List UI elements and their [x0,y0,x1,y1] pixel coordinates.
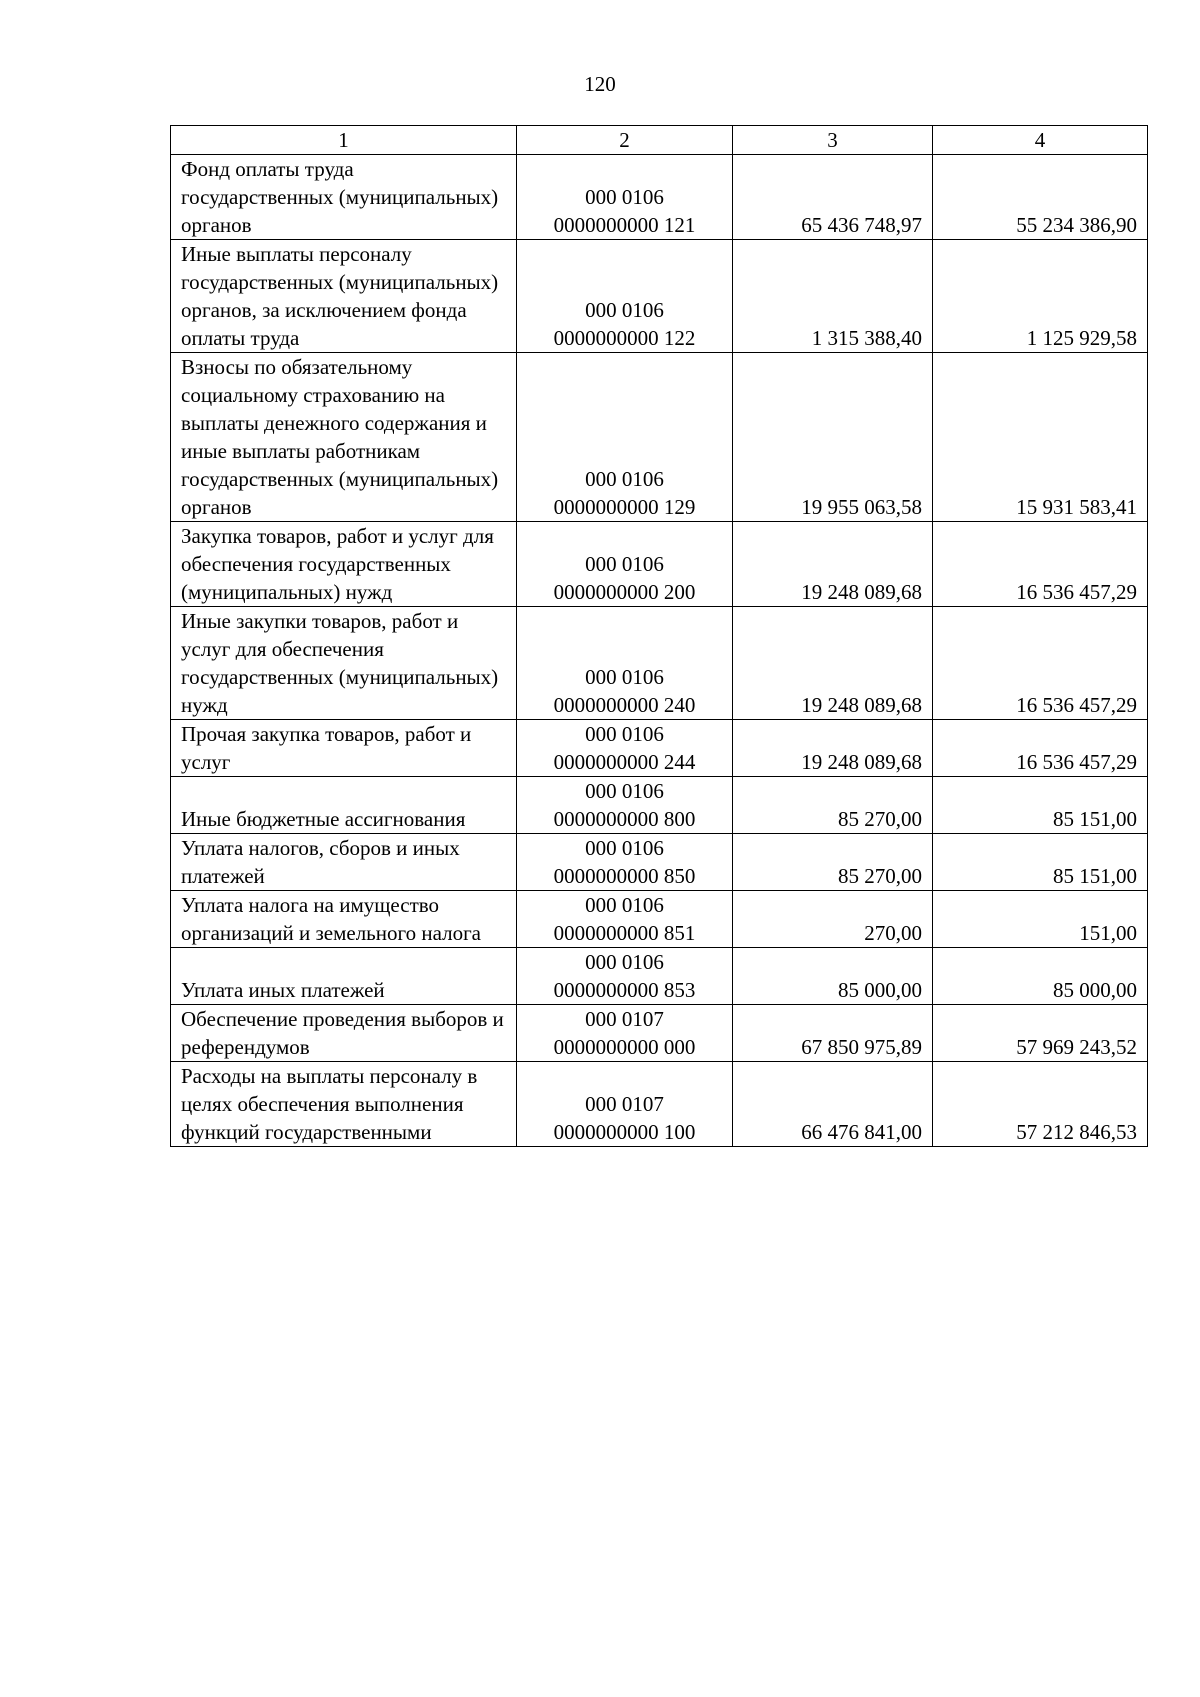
row-code [517,948,733,1005]
table-row [171,777,1148,834]
code-target: 0000000000 100 [553,1120,696,1144]
budget-table [170,125,1148,1147]
code-target: 0000000000 850 [553,864,696,888]
row-code [517,834,733,891]
row-code [517,240,733,353]
code-section: 000 0106 [585,722,664,746]
code-section: 000 0106 [585,893,664,917]
table-row [171,1005,1148,1062]
code-target: 0000000000 240 [553,693,696,717]
row-value-4: 85 000,00 [933,948,1148,1005]
row-value-4: 15 931 583,41 [933,353,1148,522]
code-section: 000 0106 [585,665,664,689]
code-section: 000 0107 [585,1092,664,1116]
row-value-4: 1 125 929,58 [933,240,1148,353]
row-code [517,1005,733,1062]
row-name: Фонд оплаты труда государственных (муниципальных) органов [171,155,517,240]
code-section: 000 0107 [585,1007,664,1031]
row-value-4: 16 536 457,29 [933,720,1148,777]
code-target: 0000000000 853 [553,978,696,1002]
row-value-4: 16 536 457,29 [933,522,1148,607]
row-name: Уплата налогов, сборов и иных платежей [171,834,517,891]
table-row [171,240,1148,353]
code-target: 0000000000 121 [553,213,696,237]
row-code [517,353,733,522]
table-row [171,720,1148,777]
table-row [171,607,1148,720]
row-value-3: 270,00 [733,891,933,948]
row-name: Уплата налога на имущество организаций и земельного налога [171,891,517,948]
column-header-1: 1 [171,126,517,155]
code-section: 000 0106 [585,836,664,860]
table-row [171,948,1148,1005]
row-name: Обеспечение проведения выборов и референдумов [171,1005,517,1062]
row-name: Взносы по обязательному социальному страхованию на выплаты денежного содержания и иные выплаты работникам государственных (муниципальных) органов [171,353,517,522]
table-row [171,834,1148,891]
row-code [517,1062,733,1147]
row-value-3: 67 850 975,89 [733,1005,933,1062]
row-name: Закупка товаров, работ и услуг для обеспечения государственных (муниципальных) нужд [171,522,517,607]
row-name: Иные выплаты персоналу государственных (муниципальных) органов, за исключением фонда оплаты труда [171,240,517,353]
row-value-4: 151,00 [933,891,1148,948]
row-value-4: 85 151,00 [933,834,1148,891]
row-value-3: 85 270,00 [733,834,933,891]
column-header-3: 3 [733,126,933,155]
code-section: 000 0106 [585,779,664,803]
row-value-3: 85 000,00 [733,948,933,1005]
code-target: 0000000000 129 [553,495,696,519]
code-target: 0000000000 200 [553,580,696,604]
row-code [517,155,733,240]
code-section: 000 0106 [585,298,664,322]
table-row [171,353,1148,522]
table-row [171,155,1148,240]
row-value-4: 55 234 386,90 [933,155,1148,240]
row-value-4: 16 536 457,29 [933,607,1148,720]
row-value-3: 19 955 063,58 [733,353,933,522]
row-name: Уплата иных платежей [171,948,517,1005]
row-value-3: 1 315 388,40 [733,240,933,353]
table-row [171,891,1148,948]
code-section: 000 0106 [585,552,664,576]
table-row [171,522,1148,607]
table-row [171,1062,1148,1147]
table-header [171,126,1148,155]
page-number: 120 [584,72,616,96]
row-value-4: 85 151,00 [933,777,1148,834]
column-header-2: 2 [517,126,733,155]
code-target: 0000000000 244 [553,750,696,774]
row-value-3: 19 248 089,68 [733,720,933,777]
row-value-4: 57 969 243,52 [933,1005,1148,1062]
code-section: 000 0106 [585,467,664,491]
row-value-3: 65 436 748,97 [733,155,933,240]
row-value-3: 19 248 089,68 [733,607,933,720]
row-value-3: 85 270,00 [733,777,933,834]
code-section: 000 0106 [585,950,664,974]
code-target: 0000000000 851 [553,921,696,945]
row-code [517,720,733,777]
row-code [517,607,733,720]
row-value-4: 57 212 846,53 [933,1062,1148,1147]
row-name: Иные закупки товаров, работ и услуг для обеспечения государственных (муниципальных) нужд [171,607,517,720]
row-code [517,891,733,948]
row-code [517,522,733,607]
row-name: Расходы на выплаты персоналу в целях обеспечения выполнения функций государственными [171,1062,517,1147]
row-code [517,777,733,834]
code-target: 0000000000 122 [553,326,696,350]
column-header-4: 4 [933,126,1148,155]
header-row [171,126,1148,155]
row-value-3: 19 248 089,68 [733,522,933,607]
code-section: 000 0106 [585,185,664,209]
row-name: Иные бюджетные ассигнования [171,777,517,834]
code-target: 0000000000 800 [553,807,696,831]
code-target: 0000000000 000 [553,1035,696,1059]
row-value-3: 66 476 841,00 [733,1062,933,1147]
row-name: Прочая закупка товаров, работ и услуг [171,720,517,777]
